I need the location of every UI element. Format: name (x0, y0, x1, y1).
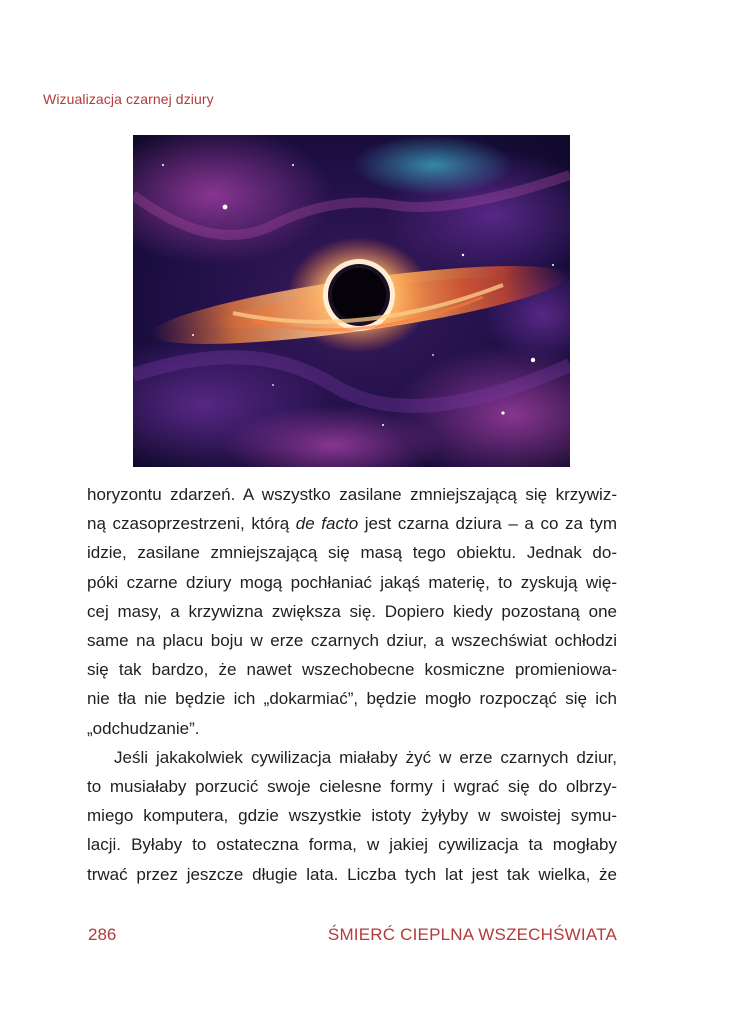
text-line: cej masy, a krzywizna zwiększa się. Dopiero kiedy pozostaną one (87, 601, 617, 621)
paragraph-1 (87, 480, 617, 743)
text-line: się tak bardzo, że nawet wszechobecne kosmiczne promieniowa- (87, 660, 617, 680)
text-line: lacji. Byłaby to ostateczna forma, w jakiej cywilizacja ta mogłaby (87, 835, 617, 855)
text-line: póki czarne dziury mogą pochłaniać jakąś materię, to zyskują wię- (87, 572, 617, 592)
text-line: to musiałaby porzucić swoje cielesne formy i wgrać się do olbrzy- (87, 777, 617, 797)
text-fragment: jest czarna dziura – a co za tym (358, 514, 617, 534)
figure-caption: Wizualizacja czarnej dziury (43, 91, 214, 107)
text-line: Jeśli jakakolwiek cywilizacja miałaby żyć w erze czarnych dziur, (114, 747, 617, 767)
paragraph-2 (87, 743, 617, 889)
text-line: same na placu boju w erze czarnych dziur, a wszechświat ochłodzi (87, 631, 617, 651)
running-title: ŚMIERĆ CIEPLNA WSZECHŚWIATA (327, 925, 617, 944)
body-text (87, 480, 617, 889)
text-line: nie tła nie będzie ich „dokarmiać”, będzie mogło rozpocząć się ich (87, 689, 617, 709)
text-line: trwać przez jeszcze długie lata. Liczba tych lat jest tak wielka, że (87, 864, 617, 884)
black-hole-illustration-icon (133, 135, 570, 467)
page-number: 286 (88, 925, 117, 944)
italic-term: de facto (295, 514, 359, 534)
text-fragment: ną czasoprzestrzeni, którą (87, 514, 296, 534)
text-line: „odchudzanie”. (87, 718, 200, 738)
text-line: miego komputera, gdzie wszystkie istoty żyłyby w swoistej symu- (87, 806, 617, 826)
text-line: idzie, zasilane zmniejszającą się masą tego obiektu. Jednak do- (87, 543, 617, 563)
text-line: horyzontu zdarzeń. A wszystko zasilane zmniejszającą się krzywiz- (87, 485, 617, 504)
text-line (87, 509, 617, 538)
